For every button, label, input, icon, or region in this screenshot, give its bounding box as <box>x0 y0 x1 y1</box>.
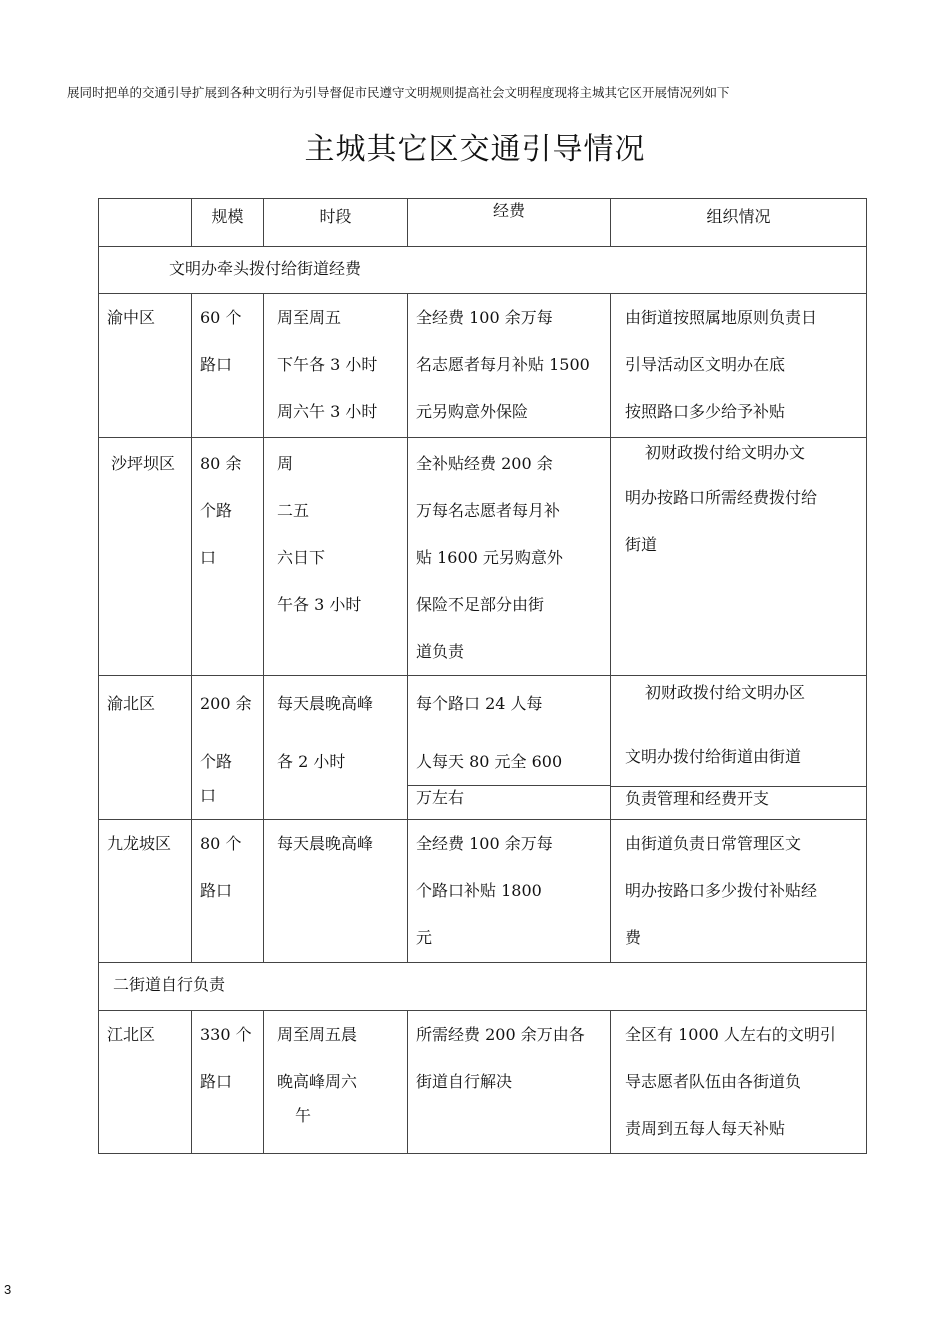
scale-cell: 80 余 个路 口 <box>192 438 264 676</box>
header-cell-time: 时段 <box>264 199 408 247</box>
traffic-guidance-table <box>98 198 867 1154</box>
district-cell: 渝中区 <box>99 294 192 438</box>
funding-cell: 全经费 100 余万每 名志愿者每月补贴 1500 元另购意外保险 <box>408 294 611 438</box>
district-cell: 江北区 <box>99 1011 192 1154</box>
header-cell-funding: 经费 <box>408 199 611 247</box>
scale-cell: 200 余 个路 口 <box>192 676 264 820</box>
district-cell: 九龙坡区 <box>99 820 192 963</box>
district-cell: 渝北区 <box>99 676 192 820</box>
organization-cell: 初财政拨付给文明办文 明办按路口所需经费拨付给 街道 <box>611 438 867 676</box>
header-cell-scale: 规模 <box>192 199 264 247</box>
table-header-row <box>99 199 867 247</box>
funding-cell: 所需经费 200 余万由各 街道自行解决 <box>408 1011 611 1154</box>
scale-cell: 60 个 路口 <box>192 294 264 438</box>
district-cell: 沙坪坝区 <box>99 438 192 676</box>
section-heading: 二街道自行负责 <box>99 963 867 1011</box>
table-row <box>99 820 867 963</box>
page-number: 3 <box>4 1282 12 1297</box>
table-row <box>99 676 867 820</box>
intro-paragraph: 展同时把单的交通引导扩展到各种文明行为引导督促市民遵守文明规则提高社会文明程度现将主城其它区开展情况列如下 <box>67 85 730 100</box>
time-cell: 周至周五晨 晚高峰周六 午 <box>264 1011 408 1154</box>
time-cell: 每天晨晚高峰 各 2 小时 <box>264 676 408 820</box>
organization-cell: 由街道按照属地原则负责日 引导活动区文明办在底 按照路口多少给予补贴 <box>611 294 867 438</box>
page-title: 主城其它区交通引导情况 <box>304 132 646 167</box>
scale-cell: 330 个 路口 <box>192 1011 264 1154</box>
organization-cell: 全区有 1000 人左右的文明引 导志愿者队伍由各街道负 责周到五每人每天补贴 <box>611 1011 867 1154</box>
table-row <box>99 438 867 676</box>
table-row <box>99 294 867 438</box>
header-cell-organization: 组织情况 <box>611 199 867 247</box>
scale-cell: 80 个 路口 <box>192 820 264 963</box>
organization-cell: 初财政拨付给文明办区 文明办拨付给街道由街道 负责管理和经费开支 <box>611 676 867 820</box>
section-heading: 文明办牵头拨付给街道经费 <box>99 247 867 294</box>
header-cell-blank <box>99 199 192 247</box>
time-cell: 每天晨晚高峰 <box>264 820 408 963</box>
funding-cell: 每个路口 24 人每 人每天 80 元全 600 万左右 <box>408 676 611 820</box>
funding-cell: 全经费 100 余万每 个路口补贴 1800 元 <box>408 820 611 963</box>
time-cell: 周至周五 下午各 3 小时 周六午 3 小时 <box>264 294 408 438</box>
time-cell: 周 二五 六日下 午各 3 小时 <box>264 438 408 676</box>
table-row <box>99 1011 867 1154</box>
section-row <box>99 963 867 1011</box>
organization-cell: 由街道负责日常管理区文 明办按路口多少拨付补贴经 费 <box>611 820 867 963</box>
section-row <box>99 247 867 294</box>
funding-cell: 全补贴经费 200 余 万每名志愿者每月补 贴 1600 元另购意外 保险不足部分由街 道负责 <box>408 438 611 676</box>
